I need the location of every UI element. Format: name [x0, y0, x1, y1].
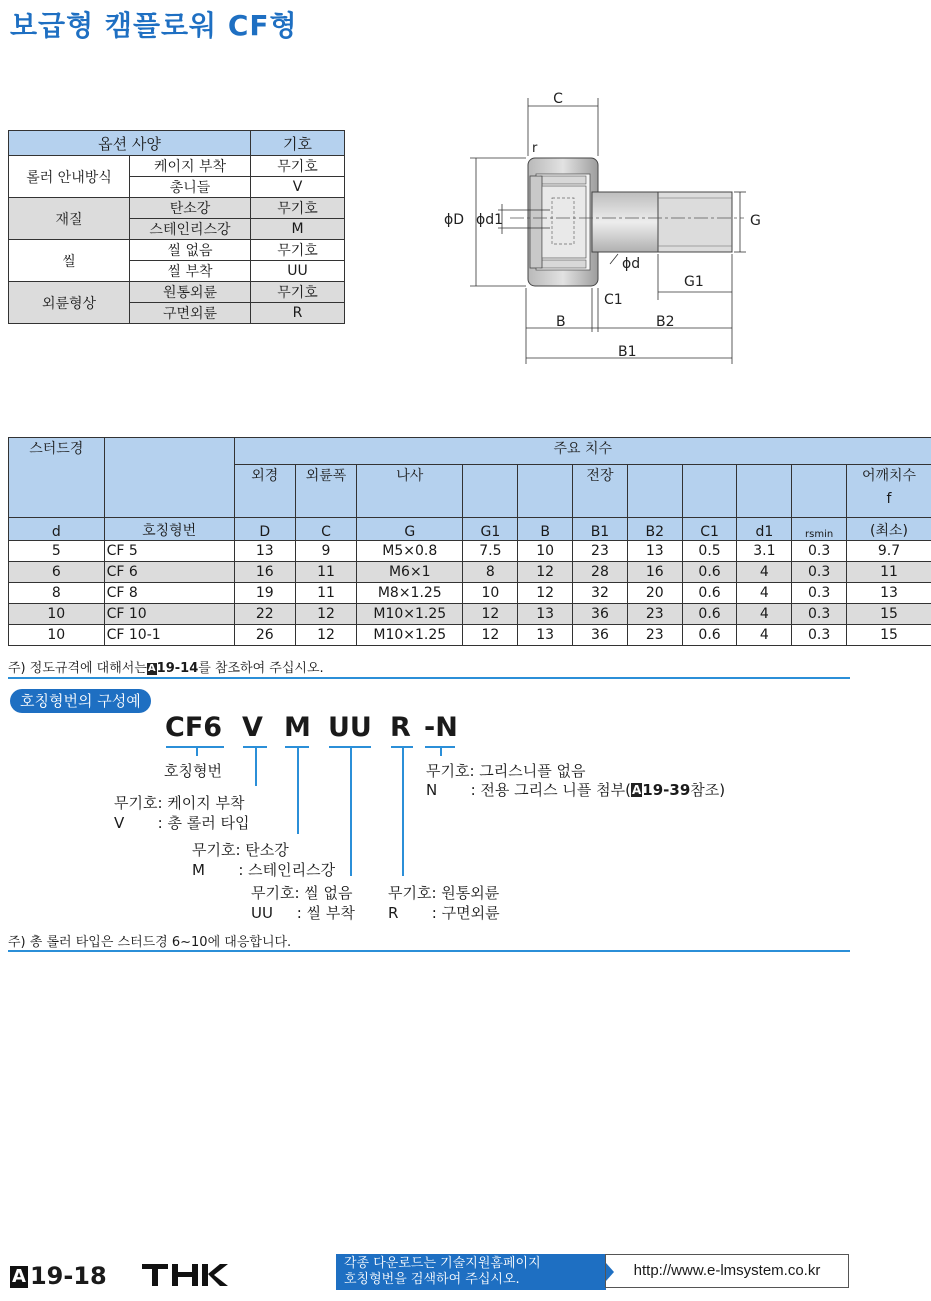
- cell: 0.3: [792, 583, 847, 604]
- cell: 10: [518, 541, 573, 562]
- cell: 11: [847, 562, 931, 583]
- cell: 13: [234, 541, 295, 562]
- dim-C1: C1: [604, 292, 623, 308]
- connector-line: [440, 746, 442, 756]
- header-B2: [627, 465, 682, 518]
- cell: CF 5: [104, 541, 234, 562]
- dim-D: ϕD: [444, 212, 465, 228]
- ref-page: 19-14: [156, 661, 199, 676]
- cell: 0.6: [682, 562, 737, 583]
- cell: 0.3: [792, 541, 847, 562]
- label-v-none: 무기호: 케이지 부착: [114, 794, 245, 812]
- table-row: [9, 562, 931, 583]
- sym-D: D: [234, 518, 295, 541]
- cell: 12: [463, 625, 518, 646]
- cell: 12: [518, 583, 573, 604]
- cell: 3.1: [737, 541, 792, 562]
- cell: 26: [234, 625, 295, 646]
- dim-B1: B1: [618, 344, 637, 360]
- label-model: 호칭형번: [164, 762, 222, 780]
- code-part-cf6: CF6: [165, 712, 223, 743]
- dim-B: B: [556, 314, 566, 330]
- cell: 13: [518, 625, 573, 646]
- sym-d1: d1: [737, 518, 792, 541]
- label-n-text: N : 전용 그리스 니플 첨부(: [426, 781, 631, 799]
- cell: M10×1.25: [357, 625, 463, 646]
- cell: 5: [9, 541, 105, 562]
- option-symbol: 무기호: [251, 156, 345, 177]
- cell: 11: [295, 583, 356, 604]
- cell: 4: [737, 583, 792, 604]
- cell: 36: [573, 604, 628, 625]
- dim-G: G: [750, 213, 761, 229]
- sym-B2: B2: [627, 518, 682, 541]
- option-group-name: 롤러 안내방식: [9, 156, 130, 198]
- dim-B2: B2: [656, 314, 675, 330]
- website-link[interactable]: http://www.e-lmsystem.co.kr: [605, 1254, 849, 1288]
- header-G: 나사: [357, 465, 463, 518]
- cell: 12: [463, 604, 518, 625]
- option-symbol: M: [251, 219, 345, 240]
- label-r: R : 구면외륜: [388, 904, 500, 922]
- cell: CF 6: [104, 562, 234, 583]
- label-n-none: 무기호: 그리스니플 없음: [426, 762, 586, 780]
- connector-line: [255, 746, 257, 786]
- section-divider: [8, 950, 850, 952]
- sym-G: G: [357, 518, 463, 541]
- option-value: 씰 부착: [130, 261, 251, 282]
- cell: 23: [573, 541, 628, 562]
- option-value: 케이지 부착: [130, 156, 251, 177]
- header-f-symbol: f: [886, 491, 892, 507]
- dimensions-table: [8, 437, 931, 646]
- label-m-none: 무기호: 탄소강: [192, 841, 289, 859]
- sym-d: d: [9, 518, 105, 541]
- sym-G1: G1: [463, 518, 518, 541]
- option-value: 원통외륜: [130, 282, 251, 303]
- cell: 4: [737, 625, 792, 646]
- options-table: [8, 130, 345, 324]
- cell: 15: [847, 625, 931, 646]
- options-header-symbol: 기호: [251, 131, 345, 156]
- cell: 28: [573, 562, 628, 583]
- cell: CF 8: [104, 583, 234, 604]
- code-part-r: R: [390, 712, 411, 743]
- cell: 15: [847, 604, 931, 625]
- connector-line: [350, 746, 352, 876]
- cell: 0.3: [792, 562, 847, 583]
- cell: 16: [234, 562, 295, 583]
- roller-note: 주) 총 롤러 타입은 스터드경 6~10에 대응합니다.: [8, 935, 292, 950]
- sym-model: 호칭형번: [104, 518, 234, 541]
- header-stud: 스터드경: [9, 438, 105, 518]
- header-blank: [104, 438, 234, 518]
- cell: 6: [9, 562, 105, 583]
- options-header-spec: 옵션 사양: [9, 131, 251, 156]
- cell: 23: [627, 604, 682, 625]
- option-value: 탄소강: [130, 198, 251, 219]
- cell: 7.5: [463, 541, 518, 562]
- cell: 4: [737, 562, 792, 583]
- table-row: [9, 583, 931, 604]
- option-value: 총니들: [130, 177, 251, 198]
- cell: 32: [573, 583, 628, 604]
- cell: 0.5: [682, 541, 737, 562]
- cell: 13: [518, 604, 573, 625]
- cam-follower-drawing: [440, 88, 780, 373]
- logo-text: THK: [142, 1262, 145, 1263]
- cell: 8: [9, 583, 105, 604]
- code-part-m: M: [284, 712, 311, 743]
- table-row: [9, 625, 931, 646]
- sym-C1: C1: [682, 518, 737, 541]
- label-v: V : 총 롤러 타입: [114, 814, 250, 832]
- option-group-name: 외륜형상: [9, 282, 130, 324]
- cell: 8: [463, 562, 518, 583]
- dim-G1: G1: [684, 274, 704, 290]
- sym-f-min: (최소): [847, 518, 931, 541]
- dim-d1: ϕd1: [476, 212, 504, 228]
- sym-B1: B1: [573, 518, 628, 541]
- header-f-label: 어깨치수: [861, 468, 917, 484]
- cell: CF 10-1: [104, 625, 234, 646]
- header-d1: [737, 465, 792, 518]
- option-symbol: V: [251, 177, 345, 198]
- page-title: 보급형 캠플로워 CF형: [10, 9, 298, 42]
- cell: 0.6: [682, 625, 737, 646]
- cell: 12: [295, 625, 356, 646]
- code-part-n: -N: [424, 712, 458, 743]
- cell: 36: [573, 625, 628, 646]
- connector-line: [166, 746, 224, 748]
- table-row: [9, 604, 931, 625]
- sym-B: B: [518, 518, 573, 541]
- cell: 12: [518, 562, 573, 583]
- cell: 16: [627, 562, 682, 583]
- code-part-v: V: [242, 712, 263, 743]
- cell: M5×0.8: [357, 541, 463, 562]
- label-n: [426, 779, 725, 800]
- cell: 13: [847, 583, 931, 604]
- ref-badge: A: [632, 783, 642, 797]
- option-symbol: R: [251, 303, 345, 324]
- dim-C: C: [553, 91, 563, 107]
- cell: 10: [9, 625, 105, 646]
- header-f: [847, 465, 931, 518]
- cell: 13: [627, 541, 682, 562]
- section-divider: [8, 677, 850, 679]
- option-symbol: 무기호: [251, 240, 345, 261]
- option-group-name: 재질: [9, 198, 130, 240]
- table-row: [9, 541, 931, 562]
- header-G1: [463, 465, 518, 518]
- cell: M6×1: [357, 562, 463, 583]
- sym-C: C: [295, 518, 356, 541]
- cell: 9.7: [847, 541, 931, 562]
- cell: 9: [295, 541, 356, 562]
- cell: 0.3: [792, 604, 847, 625]
- cell: 4: [737, 604, 792, 625]
- option-value: 씰 없음: [130, 240, 251, 261]
- page-number-text: 19-18: [29, 1262, 107, 1290]
- cell: 0.6: [682, 583, 737, 604]
- option-value: 스테인리스강: [130, 219, 251, 240]
- cell: M10×1.25: [357, 604, 463, 625]
- label-n-text: 참조): [690, 781, 726, 799]
- sym-rsmin: rsmin: [792, 518, 847, 541]
- note-text: 를 참조하여 주십시오.: [198, 661, 324, 676]
- label-r-none: 무기호: 원통외륜: [388, 884, 500, 902]
- cell: 19: [234, 583, 295, 604]
- cell: 23: [627, 625, 682, 646]
- download-line: 각종 다운로드는 기술지원홈페이지: [344, 1256, 541, 1271]
- label-uu: UU : 씰 부착: [251, 904, 355, 922]
- connector-line: [297, 746, 299, 834]
- cell: 10: [9, 604, 105, 625]
- header-rsmin: [792, 465, 847, 518]
- option-symbol: 무기호: [251, 198, 345, 219]
- dim-r: r: [532, 141, 538, 156]
- dim-d: ϕd: [622, 256, 641, 272]
- label-m: M : 스테인리스강: [192, 861, 336, 879]
- header-D: 외경: [234, 465, 295, 518]
- cell: 22: [234, 604, 295, 625]
- page-number: [10, 1262, 107, 1290]
- cell: 20: [627, 583, 682, 604]
- header-C1: [682, 465, 737, 518]
- option-group-name: 씰: [9, 240, 130, 282]
- ref-page: 19-39: [642, 781, 691, 799]
- option-symbol: 무기호: [251, 282, 345, 303]
- download-line: 호칭형번을 검색하여 주십시오.: [344, 1272, 520, 1287]
- cell: 10: [463, 583, 518, 604]
- cell: 11: [295, 562, 356, 583]
- cell: 12: [295, 604, 356, 625]
- cell: 0.6: [682, 604, 737, 625]
- download-notice: [336, 1254, 606, 1290]
- label-uu-none: 무기호: 씰 없음: [251, 884, 353, 902]
- header-B1: 전장: [573, 465, 628, 518]
- cell: M8×1.25: [357, 583, 463, 604]
- header-B: [518, 465, 573, 518]
- note-text: 주) 정도규격에 대해서는: [8, 661, 147, 676]
- connector-line: [402, 746, 404, 876]
- example-heading: 호칭형번의 구성예: [10, 689, 151, 713]
- ref-badge: A: [147, 663, 156, 674]
- cell: CF 10: [104, 604, 234, 625]
- option-symbol: UU: [251, 261, 345, 282]
- accuracy-note: [8, 657, 324, 676]
- connector-line: [196, 746, 198, 756]
- header-main-dims: 주요 치수: [234, 438, 931, 465]
- cell: 0.3: [792, 625, 847, 646]
- page-badge: A: [12, 1266, 26, 1287]
- header-C: 외륜폭: [295, 465, 356, 518]
- code-part-uu: UU: [328, 712, 372, 743]
- option-value: 구면외륜: [130, 303, 251, 324]
- thk-logo: [142, 1262, 230, 1288]
